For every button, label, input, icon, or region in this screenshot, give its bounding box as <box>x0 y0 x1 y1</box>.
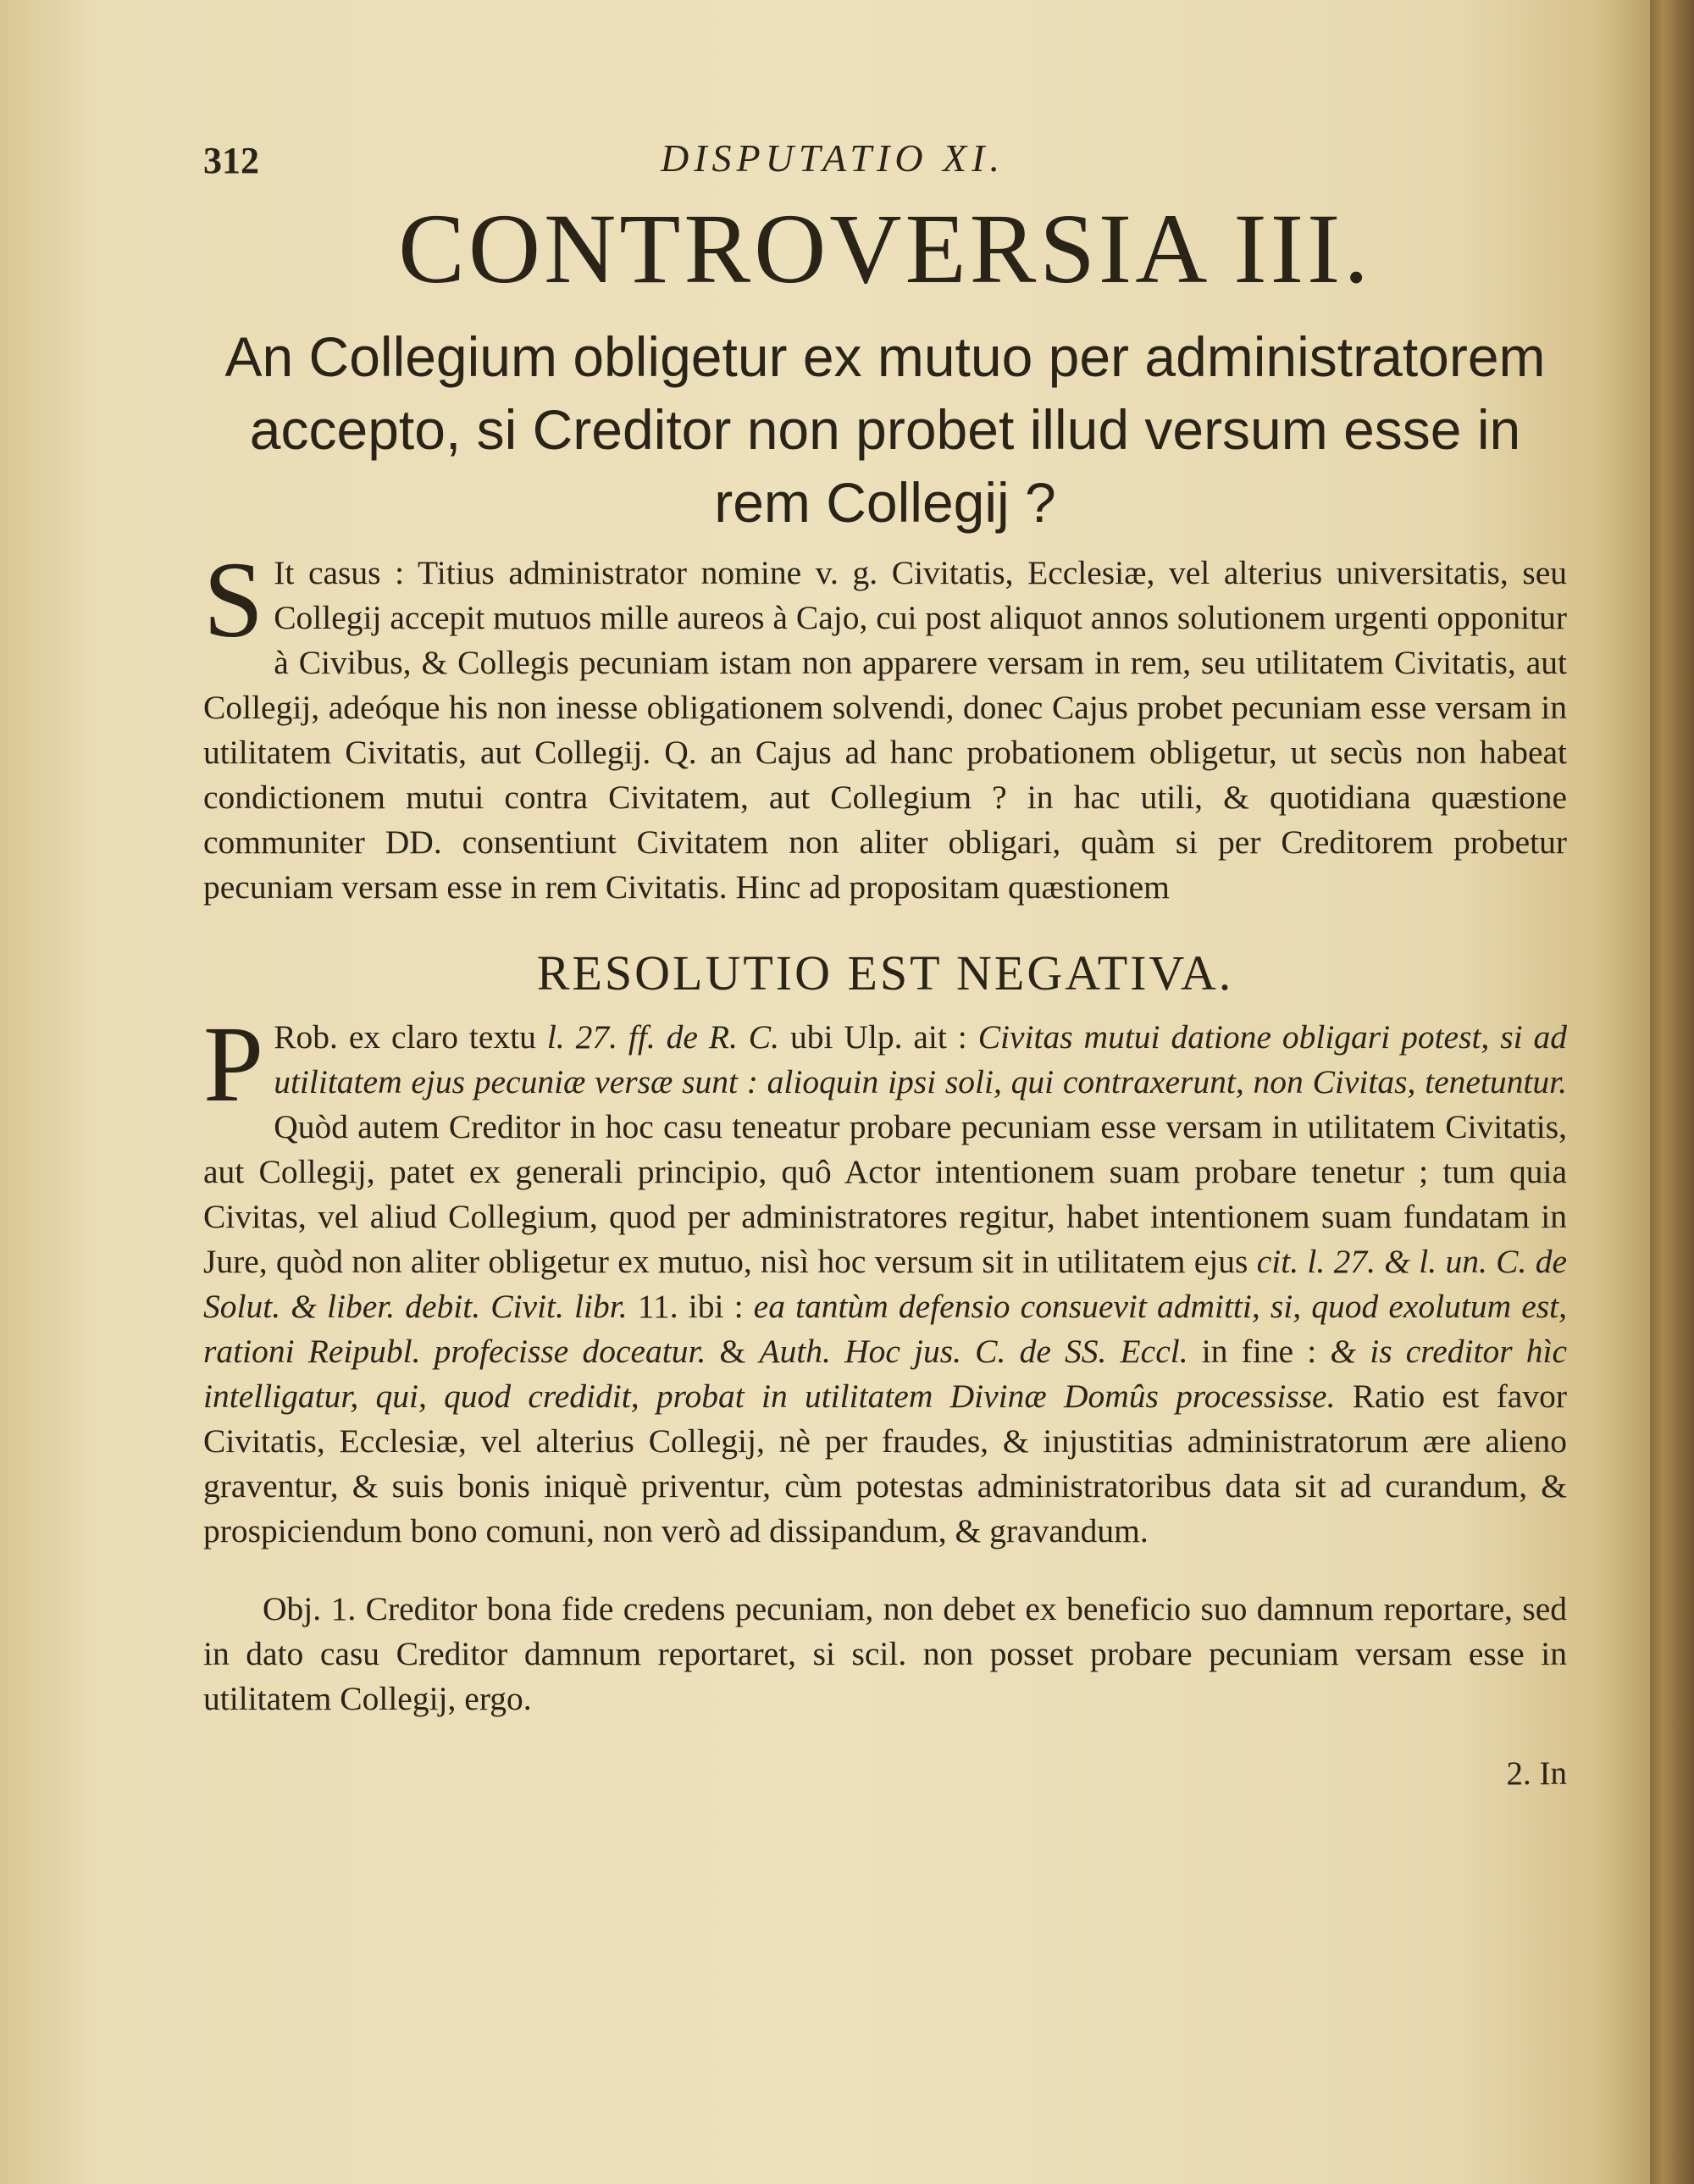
citation-2: cit. l. 27. & l. un. C. de Solut. & liber. debit. Civit. libr. <box>203 1242 1567 1325</box>
probatio-text-5: & <box>706 1332 760 1370</box>
controversia-question: An Collegium obligetur ex mutuo per administratorem accepto, si Creditor non probet illud versum esse in rem Collegij ? <box>224 325 1546 534</box>
page-number: 312 <box>203 140 259 181</box>
probatio-paragraph <box>203 1003 1568 1554</box>
dropcap-p: P <box>203 1003 264 1124</box>
casus-paragraph <box>203 540 1567 910</box>
probatio-text-6: in fine : <box>1187 1332 1331 1370</box>
catchword: 2. In <box>1506 1754 1567 1792</box>
probatio-text-1: Rob. ex claro textu <box>274 1017 547 1056</box>
citation-3: Auth. Hoc jus. C. de SS. Eccl. <box>759 1332 1188 1370</box>
citation-1: l. 27. ff. de R. C. <box>546 1017 780 1056</box>
quotation-1: Civitas mutui datione obligari potest, si ad utilitatem ejus pecuniæ versæ sunt : alioquin ipsi soli, qui contraxerunt, non Civitas, tenetuntur. <box>274 1017 1568 1100</box>
running-title: DISPUTATIO XI. <box>661 136 1005 180</box>
page-text-block <box>203 127 1567 1793</box>
resolutio-heading: RESOLUTIO EST NEGATIVA. <box>536 945 1234 1001</box>
probatio-text-3: Quòd autem Creditor in hoc casu teneatur probare pecuniam esse versam in utilitatem Civitatis, aut Collegij, patet ex generali principio, quô Actor intentionem suam probare tenetur ; tum quia Civitas, vel aliud Collegium, quod per administratores regitur, habet intentionem suam fundatam in Jure, quòd non aliter obligetur ex mutuo, nisì hoc versum sit in utilitatem ejus <box>203 1107 1567 1280</box>
probatio-text-7: Ratio est favor Civitatis, Ecclesiæ, vel alterius Collegij, nè per fraudes, & injustitias administratorum ære alieno graventur, & suis bonis iniquè priventur, cùm potestas administratoribus data sit ad curandum, & prospiciendum bono comuni, non verò ad dissipandum, & gravandum. <box>203 1377 1567 1549</box>
quotation-2: ea tantùm defensio consuevit admitti, si, quod exolutum est, rationi Reipubl. profecisse doceatur. <box>203 1287 1567 1370</box>
running-head <box>203 127 1567 195</box>
controversia-heading: CONTROVERSIA III. <box>398 193 1372 304</box>
probatio-text-2: ubi Ulp. ait : <box>779 1017 978 1056</box>
quotation-3: & is creditor hìc intelligatur, qui, quod credidit, probat in utilitatem Divinæ Domûs processisse. <box>203 1332 1567 1415</box>
casus-text: It casus : Titius administrator nomine v. g. Civitatis, Ecclesiæ, vel alterius universitatis, seu Collegij accepit mutuos mille aureos à Cajo, cui post aliquot annos solutionem urgenti opponitur à Civibus, & Collegis pecuniam istam non apparere versam in rem, seu utilitatem Civitatis, aut Collegij, adeóque his non inesse obligationem solvendi, donec Cajus probet pecuniam esse versam in utilitatem Civitatis, aut Collegij. Q. an Cajus ad hanc probationem obligetur, ut secùs non habeat condictionem mutui contra Civitatem, aut Collegium ? in hac utili, & quotidiana quæstione communiter DD. consentiunt Civitatem non aliter obligari, quàm si per Creditorem probetur pecuniam versam esse in rem Civitatis. Hinc ad propositam quæstionem <box>203 554 1567 906</box>
book-spine <box>1650 0 1694 2184</box>
probatio-text-4: 11. ibi : <box>627 1287 754 1325</box>
objectio-paragraph: Obj. 1. Creditor bona fide credens pecuniam, non debet ex beneficio suo damnum reportare, sed in dato casu Creditor damnum reportaret, si scil. non posset probare pecuniam versam esse in utilitatem Collegij, ergo. <box>203 1590 1567 1717</box>
dropcap-s: S <box>203 540 264 660</box>
